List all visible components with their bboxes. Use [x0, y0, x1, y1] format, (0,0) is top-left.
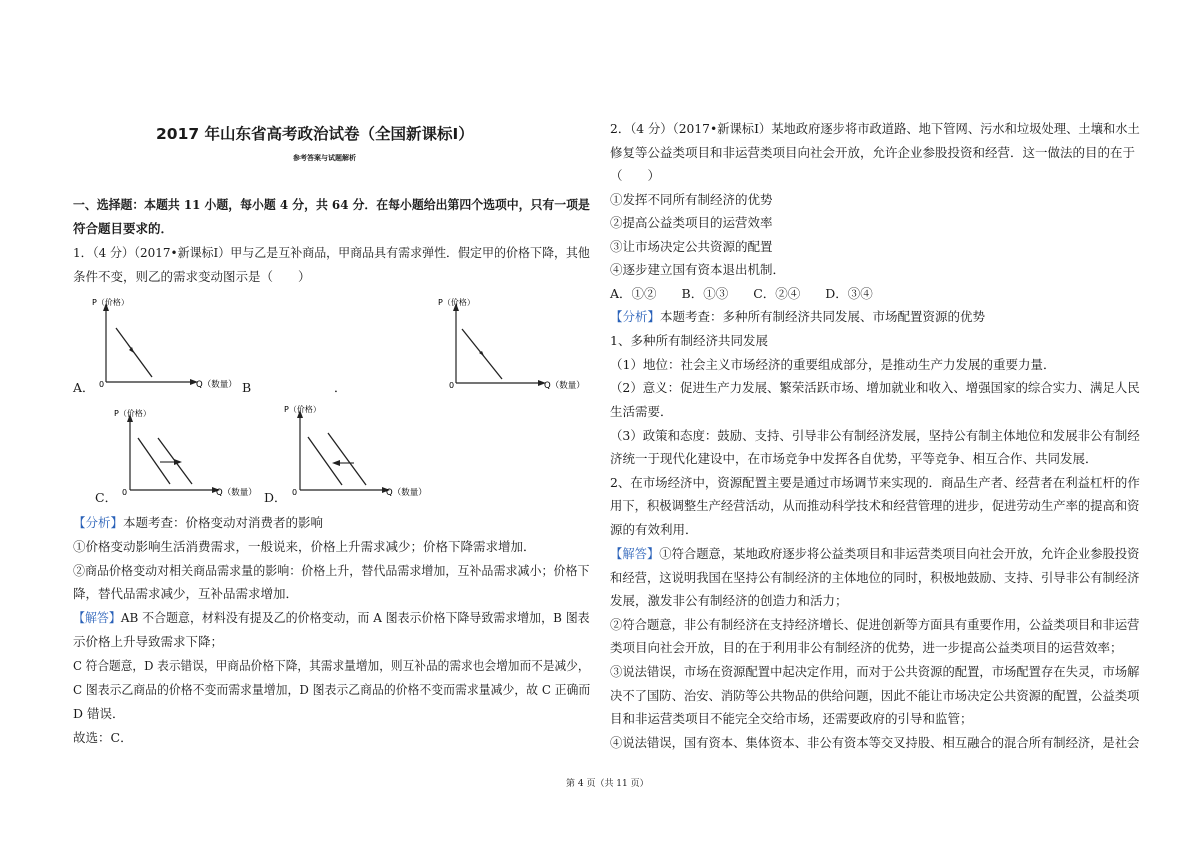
q1-analysis-line2: ①价格变动影响生活消费需求，一般说来，价格上升需求减少；价格下降需求增加．	[73, 539, 536, 554]
graph-d-shift-arrow	[332, 460, 340, 466]
graph-a-p-label: P（价格）	[92, 298, 129, 307]
q2-analysis-text: 本题考查：多种所有制经济共同发展、市场配置资源的优势	[660, 309, 986, 324]
graph-c-svg	[112, 404, 272, 504]
q2-analysis-a1: 1、多种所有制经济共同发展	[610, 333, 768, 348]
question1-line2: 条件不变，则乙的需求变动图示是（ ）	[73, 269, 311, 284]
graph-a-move-arrow	[129, 347, 134, 353]
q2-answer-b9: ④说法错误，国有资本、集体资本、非公有资本等交叉持股、相互融合的混合所有制经济，是社会	[610, 735, 1140, 750]
q2-analysis-a4: 生活需要．	[610, 404, 673, 419]
document-title: 2017 年山东省高考政治试卷（全国新课标Ⅰ）	[156, 125, 474, 143]
question1-line1: 1．（4 分）（2017•新课标Ⅰ）甲与乙是互补商品，甲商品具有需求弹性．假定甲的价格下降，其他	[73, 245, 590, 260]
graph-d	[282, 399, 452, 503]
q2-answer-b8: 目和非运营类项目不能完全交给市场，还需要政府的引导和监管；	[610, 711, 973, 726]
graph-b-p-label: P（价格）	[438, 298, 475, 307]
q1-answer-line1	[73, 610, 590, 626]
q2-answer-b3: 发展，激发非公有制经济的创造力和活力；	[610, 593, 848, 608]
q2-analysis-a7: 2、在市场经济中，资源配置主要是通过市场调节来实现的．商品生产者、经营者在利益杠杆的作	[610, 475, 1140, 490]
graph-b-q-label: Q（数量）	[544, 381, 585, 391]
q1-analysis-line1	[73, 515, 323, 531]
q1-answer-line2: 示价格上升导致需求下降；	[73, 634, 224, 649]
graph-a-demand-curve	[116, 328, 152, 377]
q1-analysis-tag: 【分析】	[73, 515, 124, 530]
q2-analysis-a6: 济统一于现代化建设中，在市场竞争中发挥各自优势，平等竞争、相互合作、共同发展．	[610, 451, 1098, 466]
q1-answer-line6: 故选：C．	[73, 730, 133, 745]
graph-b-svg	[436, 293, 606, 393]
section-heading-line1: 一、选择题：本题共 11 小题，每小题 4 分，共 64 分．在每小题给出第四个选项中，只有一项是	[73, 197, 590, 212]
q2-answer-b6: ③说法错误，市场在资源配置中起决定作用，而对于公共资源的配置，市场配置存在失灵，市场解	[610, 664, 1140, 679]
q2-analysis-tag: 【分析】	[610, 309, 661, 324]
q1-answer-tag: 【解答】	[73, 610, 121, 625]
q2-analysis-a9: 源的有效利用．	[610, 522, 698, 537]
q1-answer-text: AB 不合题意，材料没有提及乙的价格变动，而 A 图表示价格下降导致需求增加，B 图表	[120, 610, 590, 625]
q1-analysis-text: 本题考查：价格变动对消费者的影响	[123, 515, 324, 530]
q1-answer-line5: D 错误．	[73, 706, 125, 721]
graph-c-p-label: P（价格）	[114, 409, 151, 418]
section-heading-line2: 符合题目要求的．	[73, 221, 174, 236]
q2-answer-text: ①符合题意，某地政府逐步将公益类项目和非运营类项目向社会开放，允许企业参股投资	[659, 546, 1140, 561]
graph-b-origin: 0	[449, 381, 455, 390]
q2-analysis-a3: （2）意义：促进生产力发展、繁荣活跃市场、增加就业和收入、增强国家的综合实力、满足人民	[610, 380, 1140, 395]
q2-answer-b5: 类项目向社会开放，目的在于利用非公有制经济的优势，进一步提高公益类项目的运营效率；	[610, 640, 1123, 655]
graph-a-q-label: Q（数量）	[196, 380, 237, 390]
graph-a-svg	[88, 295, 258, 395]
q1-answer-line3: C 符合题意，D 表示错误，甲商品价格下降，其需求量增加，则互补品的需求也会增加而不是减少，	[73, 658, 590, 673]
q2-answer-tag: 【解答】	[610, 546, 660, 561]
graph-a-origin: 0	[99, 380, 105, 389]
graph-d-origin: 0	[292, 488, 298, 497]
graph-d-svg	[282, 399, 452, 499]
graph-c	[112, 404, 272, 508]
option-a-label: A．	[73, 380, 95, 395]
graph-d-demand-curve-d2	[328, 433, 366, 485]
q2-analysis-line1	[610, 309, 985, 325]
q2-answer-b4: ②符合题意，非公有制经济在支持经济增长、促进创新等方面具有重要作用，公益类项目和非运营	[610, 617, 1140, 632]
question2-line2: 修复等公益类项目和非运营类项目向社会开放，允许企业参股投资和经营．这一做法的目的在于	[610, 145, 1136, 160]
q2-analysis-a5: （3）政策和态度：鼓励、支持、引导非公有制经济发展，坚持公有制主体地位和发展非公有制经	[610, 428, 1140, 443]
question2-line1: 2．（4 分）（2017•新课标Ⅰ）某地政府逐步将市政道路、地下管网、污水和垃圾处理、土壤和水土	[610, 121, 1140, 136]
graph-c-origin: 0	[122, 488, 128, 497]
question2-line3: （ ）	[610, 168, 661, 183]
q2-analysis-a8: 用下，积极调整生产经营活动，从而推动科学技术和经营管理的进步，促进劳动生产率的提高和资	[610, 498, 1140, 513]
q2-option-3: ③让市场决定公共资源的配置	[610, 239, 773, 254]
q2-answer-b2: 和经营，这说明我国在坚持公有制经济的主体地位的同时，积极地鼓励、支持、引导非公有制经济	[610, 570, 1140, 585]
option-c-label: C．	[95, 490, 118, 505]
q2-answer-line1	[610, 546, 1139, 562]
q2-option-4: ④逐步建立国有资本退出机制．	[610, 262, 786, 277]
q2-analysis-a2: （1）地位：社会主义市场经济的重要组成部分，是推动生产力发展的重要力量．	[610, 357, 1056, 372]
q2-choices: A．①② B．①③ C．②④ D．③④	[610, 286, 873, 301]
page-footer: 第 4 页（共 11 页）	[566, 779, 649, 789]
q1-answer-line4: C 图表示乙商品的价格不变而需求量增加，D 图表示乙商品的价格不变而需求量减少，故 C 正确而	[73, 682, 591, 697]
q1-analysis-line4: 降，替代品需求减少，互补品需求增加．	[73, 586, 299, 601]
q2-answer-b7: 决不了国防、治安、消防等公共物品的供给问题，因此不能让市场决定公共资源的配置，公益类项	[610, 688, 1140, 703]
q1-analysis-line3: ②商品价格变动对相关商品需求量的影响：价格上升，替代品需求增加，互补品需求减小；价格下	[73, 563, 590, 578]
option-b-dot: ．	[334, 380, 347, 395]
graph-c-q-label: Q（数量）	[216, 488, 257, 498]
q2-option-1: ①发挥不同所有制经济的优势	[610, 192, 773, 207]
document-subtitle: 参考答案与试题解析	[293, 153, 356, 162]
graph-a	[88, 295, 258, 399]
graph-b	[436, 293, 606, 397]
graph-d-p-label: P（价格）	[284, 405, 321, 414]
graph-c-demand-curve-d1	[138, 438, 170, 484]
option-b-label: B	[242, 380, 252, 395]
q2-option-2: ②提高公益类项目的运营效率	[610, 215, 773, 230]
graph-d-q-label: Q（数量）	[386, 488, 427, 498]
option-d-label: D．	[264, 490, 287, 505]
